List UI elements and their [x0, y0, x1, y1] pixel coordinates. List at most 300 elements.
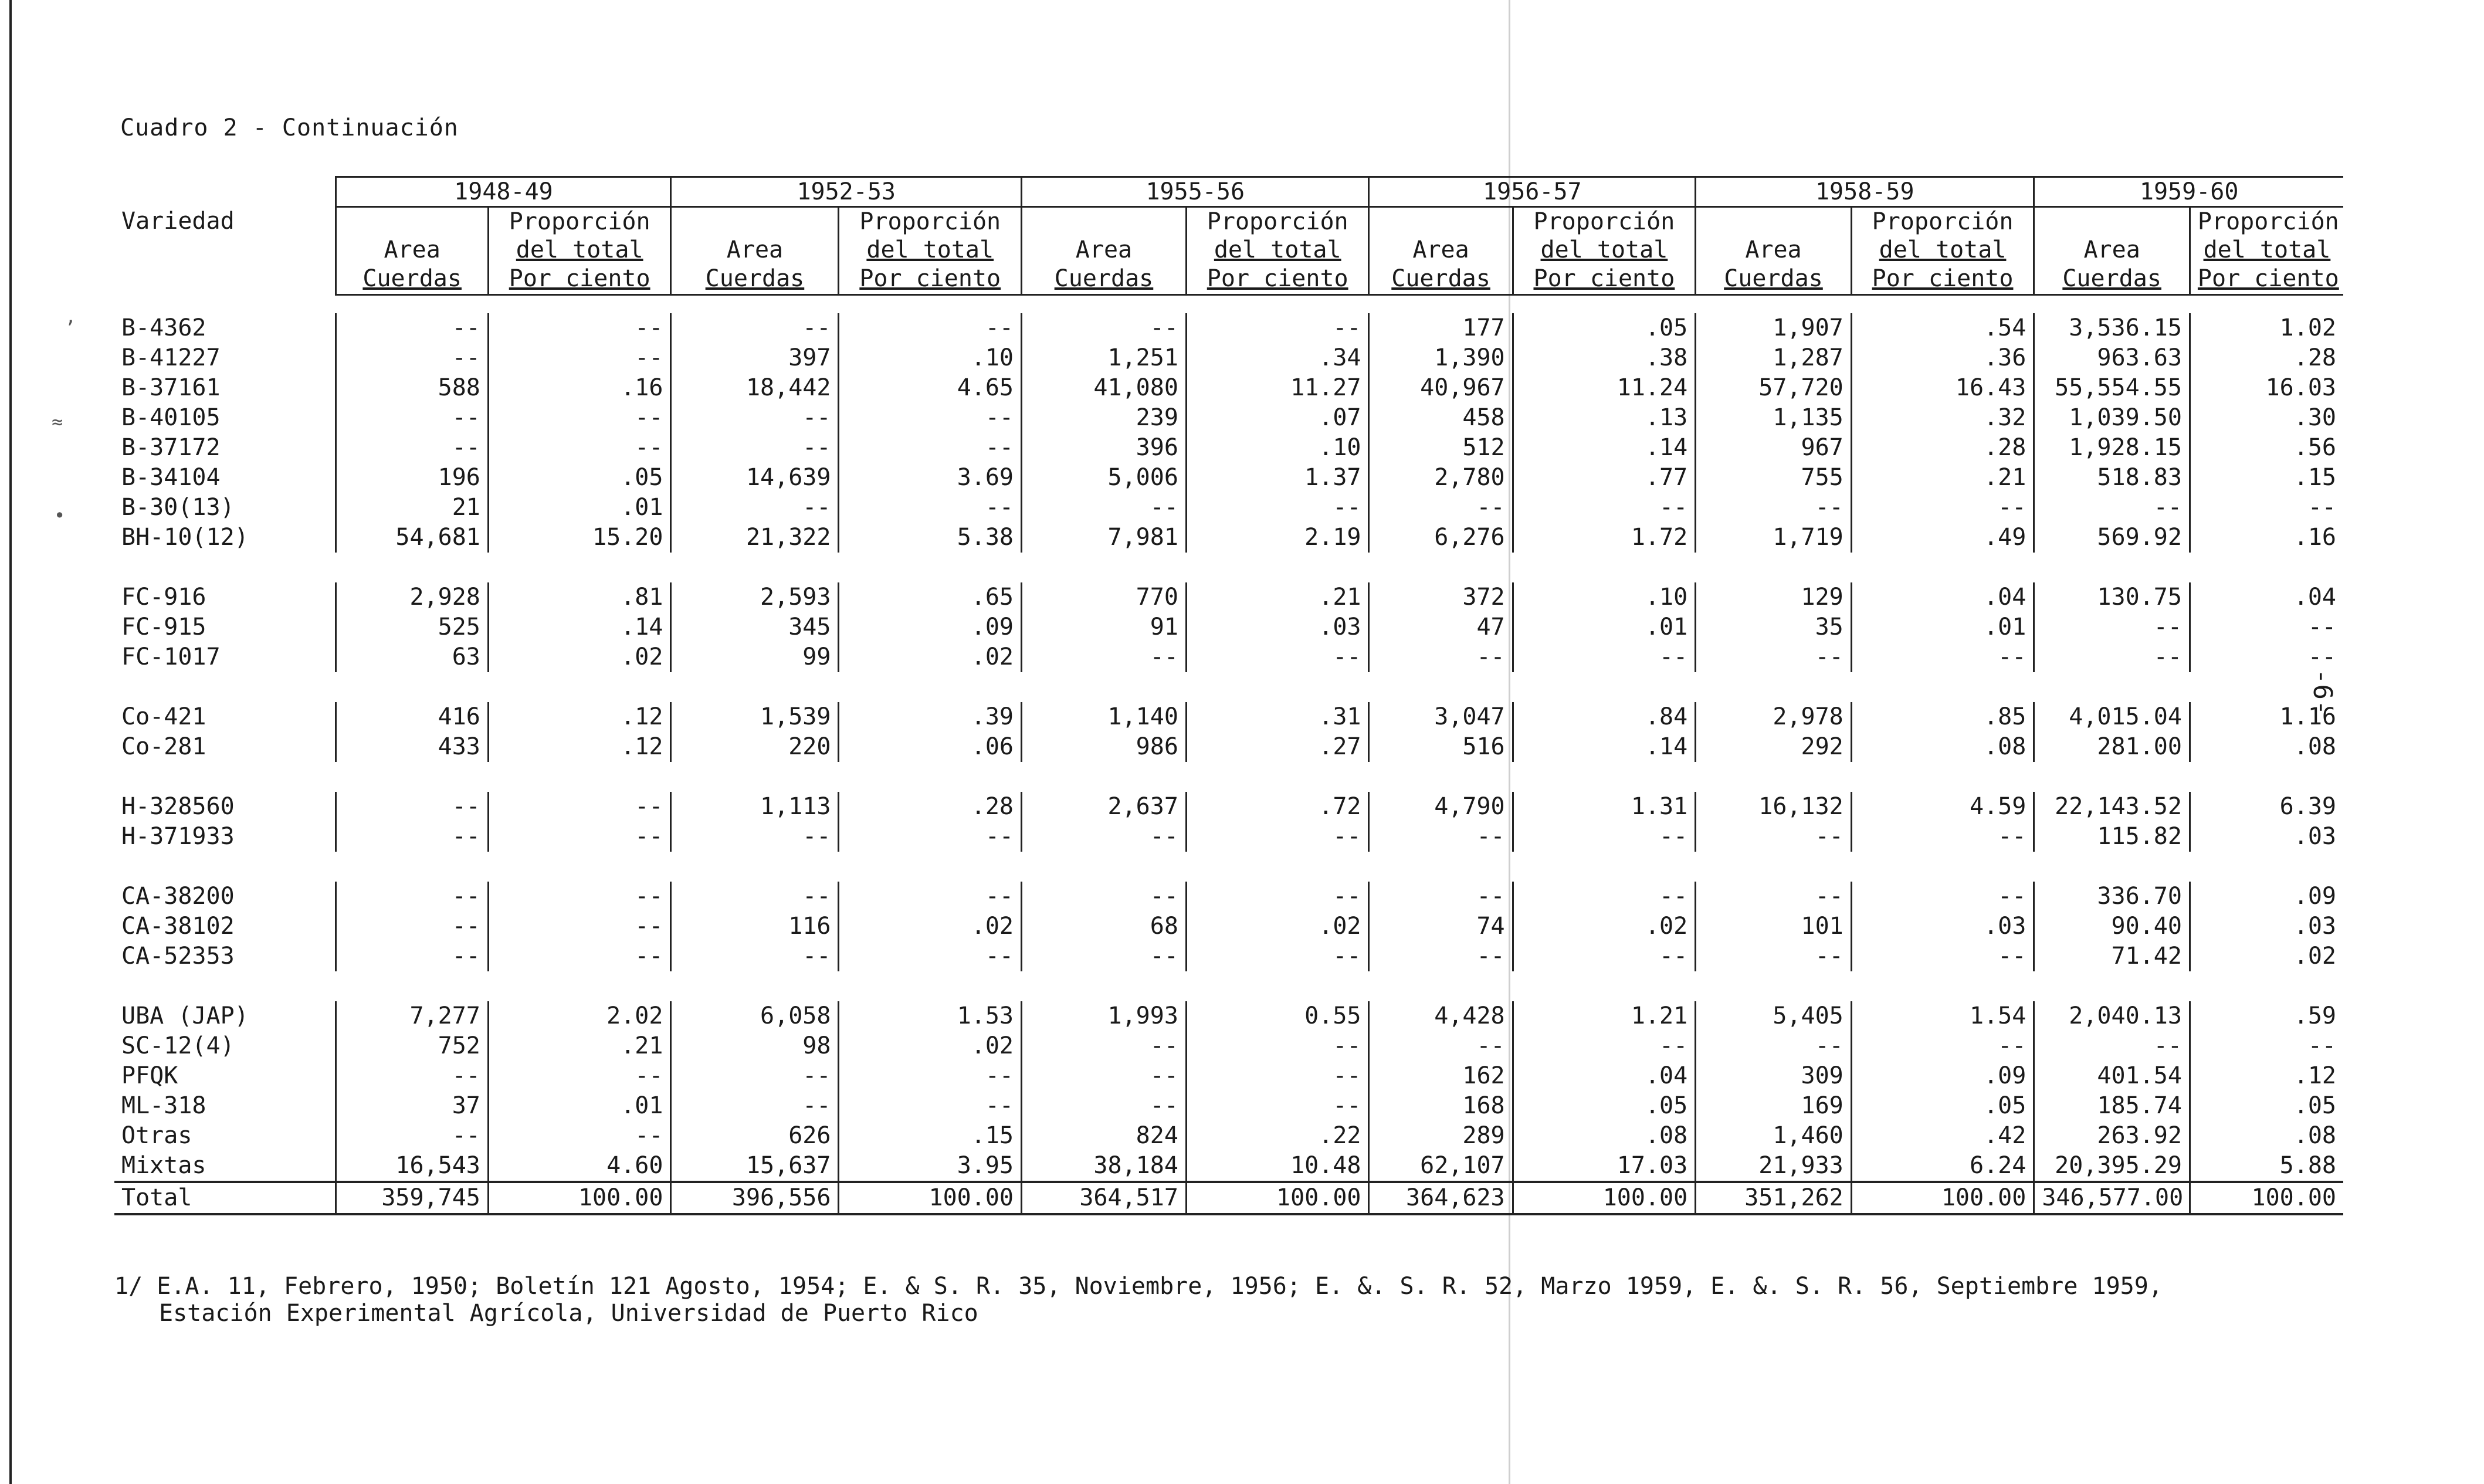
proportion-value: .03 — [1186, 612, 1369, 642]
proportion-subheader-2 — [1513, 236, 1696, 264]
table-row — [114, 463, 2343, 493]
area-value: -- — [1369, 941, 1513, 971]
proportion-value: .03 — [2190, 912, 2343, 941]
area-value: -- — [671, 493, 839, 523]
proportion-value: .65 — [839, 582, 1022, 612]
unit-por-ciento — [2190, 264, 2343, 295]
area-value: 755 — [1696, 463, 1852, 493]
proportion-value: .85 — [1851, 702, 2034, 732]
group-spacer — [114, 672, 2343, 702]
proportion-value: .22 — [1186, 1121, 1369, 1151]
table-row — [114, 642, 2343, 672]
year-header: 1956-57 — [1369, 177, 1696, 207]
proportion-value: .02 — [1513, 912, 1696, 941]
total-value: 100.00 — [488, 1182, 671, 1214]
proportion-subheader: Proporción — [2190, 207, 2343, 236]
year-header: 1952-53 — [671, 177, 1022, 207]
area-value: 185.74 — [2034, 1091, 2190, 1121]
proportion-value: .02 — [839, 642, 1022, 672]
unit-cuerdas — [1369, 264, 1513, 295]
area-value: 38,184 — [1022, 1151, 1187, 1182]
area-value: -- — [1022, 493, 1187, 523]
table-row — [114, 732, 2343, 762]
unit-header-row — [114, 264, 2343, 295]
area-value: 281.00 — [2034, 732, 2190, 762]
area-value: 5,006 — [1022, 463, 1187, 493]
table-row — [114, 582, 2343, 612]
proportion-value: .09 — [1851, 1061, 2034, 1091]
proportion-value: -- — [2190, 612, 2343, 642]
unit-label: Por ciento — [1533, 265, 1675, 292]
proportion-subheader: Proporción — [1851, 207, 2034, 236]
area-value: -- — [1696, 882, 1852, 912]
proportion-value: -- — [1186, 1091, 1369, 1121]
area-value: 18,442 — [671, 373, 839, 403]
proportion-value: .36 — [1851, 343, 2034, 373]
proportion-value: 11.24 — [1513, 373, 1696, 403]
proportion-value: .14 — [488, 612, 671, 642]
proportion-value: 4.59 — [1851, 792, 2034, 822]
area-value: -- — [336, 343, 488, 373]
variety-name: FC-915 — [121, 614, 206, 641]
proportion-value: .28 — [839, 792, 1022, 822]
proportion-value: .08 — [1851, 732, 2034, 762]
source-footnote — [114, 1273, 2163, 1327]
area-subheader: Area — [1369, 207, 1513, 265]
proportion-value: .12 — [488, 702, 671, 732]
proportion-value: -- — [839, 941, 1022, 971]
proportion-value: -- — [1186, 882, 1369, 912]
proportion-value: 11.27 — [1186, 373, 1369, 403]
area-value: 47 — [1369, 612, 1513, 642]
area-value: 129 — [1696, 582, 1852, 612]
variety-name: B-4362 — [121, 314, 206, 341]
proportion-value: .10 — [1513, 582, 1696, 612]
total-row — [114, 1182, 2343, 1214]
area-value: 292 — [1696, 732, 1852, 762]
proportion-value: .05 — [1851, 1091, 2034, 1121]
total-value: 359,745 — [336, 1182, 488, 1214]
area-value: 967 — [1696, 433, 1852, 463]
proportion-value: 16.03 — [2190, 373, 2343, 403]
year-header: 1948-49 — [336, 177, 671, 207]
proportion-value: .09 — [2190, 882, 2343, 912]
area-value: 1,113 — [671, 792, 839, 822]
area-value: 54,681 — [336, 523, 488, 553]
group-spacer — [114, 553, 2343, 582]
proportion-value: -- — [1513, 493, 1696, 523]
proportion-value: 5.88 — [2190, 1151, 2343, 1182]
proportion-value: -- — [839, 403, 1022, 433]
proportion-value: .16 — [2190, 523, 2343, 553]
proportion-value: .28 — [1851, 433, 2034, 463]
proportion-value: -- — [488, 343, 671, 373]
unit-por-ciento — [1186, 264, 1369, 295]
proportion-value: .04 — [2190, 582, 2343, 612]
area-value: 345 — [671, 612, 839, 642]
total-value: 364,623 — [1369, 1182, 1513, 1214]
total-value: 351,262 — [1696, 1182, 1852, 1214]
proportion-value: .16 — [488, 373, 671, 403]
proportion-value: -- — [488, 792, 671, 822]
area-value: -- — [671, 313, 839, 343]
variety-name: B-30(13) — [121, 494, 235, 521]
area-value: 3,047 — [1369, 702, 1513, 732]
group-spacer — [114, 971, 2343, 1001]
proportion-value: -- — [488, 822, 671, 852]
unit-label: Cuerdas — [1054, 265, 1154, 292]
table-row — [114, 1061, 2343, 1091]
table-row — [114, 1121, 2343, 1151]
area-value: 512 — [1369, 433, 1513, 463]
area-value: 770 — [1022, 582, 1187, 612]
proportion-value: .21 — [488, 1031, 671, 1061]
area-value: -- — [336, 941, 488, 971]
proportion-value: -- — [488, 313, 671, 343]
proportion-value: -- — [839, 822, 1022, 852]
proportion-value: -- — [1851, 941, 2034, 971]
proportion-value: -- — [1513, 642, 1696, 672]
proportion-value: -- — [1851, 882, 2034, 912]
proportion-value: .14 — [1513, 732, 1696, 762]
area-value: 21 — [336, 493, 488, 523]
proportion-value: .56 — [2190, 433, 2343, 463]
proportion-value: .21 — [1851, 463, 2034, 493]
proportion-value: 1.37 — [1186, 463, 1369, 493]
area-value: 397 — [671, 343, 839, 373]
proportion-value: -- — [1513, 941, 1696, 971]
group-spacer — [114, 852, 2343, 882]
area-value: 1,251 — [1022, 343, 1187, 373]
proportion-value: .02 — [1186, 912, 1369, 941]
area-value: 1,539 — [671, 702, 839, 732]
proportion-value: -- — [1186, 642, 1369, 672]
proportion-value: .81 — [488, 582, 671, 612]
variety-name: H-328560 — [121, 793, 235, 820]
area-value: 74 — [1369, 912, 1513, 941]
area-value: 177 — [1369, 313, 1513, 343]
area-value: 963.63 — [2034, 343, 2190, 373]
sugarcane-variety-table — [114, 176, 2343, 1215]
proportion-value: -- — [2190, 642, 2343, 672]
year-header: 1955-56 — [1022, 177, 1369, 207]
proportion-value: .05 — [1513, 1091, 1696, 1121]
unit-por-ciento — [1513, 264, 1696, 295]
variety-name: CA-38102 — [121, 913, 235, 940]
area-value: 372 — [1369, 582, 1513, 612]
total-value: 100.00 — [1513, 1182, 1696, 1214]
area-value: -- — [671, 1061, 839, 1091]
table-row — [114, 1001, 2343, 1031]
unit-cuerdas — [2034, 264, 2190, 295]
area-value: 40,967 — [1369, 373, 1513, 403]
proportion-value: -- — [1186, 1061, 1369, 1091]
variety-column-header: Variedad — [121, 207, 235, 235]
area-value: 37 — [336, 1091, 488, 1121]
proportion-subheader: Proporción — [1186, 207, 1369, 236]
area-value: 516 — [1369, 732, 1513, 762]
area-value: -- — [2034, 1031, 2190, 1061]
unit-spacer — [114, 264, 336, 295]
table-row — [114, 612, 2343, 642]
del-total-label: del total — [866, 236, 994, 263]
area-value: -- — [1696, 941, 1852, 971]
proportion-value: 0.55 — [1186, 1001, 1369, 1031]
area-subheader: Area — [2034, 207, 2190, 265]
variety-name: B-40105 — [121, 404, 221, 431]
area-value: 2,780 — [1369, 463, 1513, 493]
proportion-value: 17.03 — [1513, 1151, 1696, 1182]
area-value: -- — [2034, 642, 2190, 672]
proportion-value: -- — [1851, 1031, 2034, 1061]
proportion-value: .38 — [1513, 343, 1696, 373]
unit-por-ciento — [839, 264, 1022, 295]
area-value: 2,593 — [671, 582, 839, 612]
proportion-value: -- — [1186, 313, 1369, 343]
table-row — [114, 702, 2343, 732]
area-value: 90.40 — [2034, 912, 2190, 941]
proportion-value: -- — [488, 1061, 671, 1091]
proportion-value: .04 — [1513, 1061, 1696, 1091]
proportion-value: -- — [1186, 822, 1369, 852]
del-total-label: del total — [1214, 236, 1341, 263]
table-row — [114, 373, 2343, 403]
del-total-label: del total — [1879, 236, 2007, 263]
footnote-line-2: Estación Experimental Agrícola, Universidad de Puerto Rico — [159, 1300, 978, 1327]
total-value: 100.00 — [2190, 1182, 2343, 1214]
area-value: 16,543 — [336, 1151, 488, 1182]
proportion-value: .02 — [839, 912, 1022, 941]
area-value: -- — [1696, 822, 1852, 852]
area-value: 396 — [1022, 433, 1187, 463]
proportion-value: .06 — [839, 732, 1022, 762]
year-header: 1958-59 — [1696, 177, 2034, 207]
proportion-subheader: Proporción — [1513, 207, 1696, 236]
variety-name: B-34104 — [121, 464, 221, 491]
area-value: 99 — [671, 642, 839, 672]
total-value: 396,556 — [671, 1182, 839, 1214]
group-spacer — [114, 762, 2343, 792]
proportion-value: -- — [488, 403, 671, 433]
area-value: -- — [1369, 822, 1513, 852]
proportion-subheader: Proporción — [839, 207, 1022, 236]
table-row — [114, 912, 2343, 941]
area-value: 1,039.50 — [2034, 403, 2190, 433]
area-value: -- — [1022, 941, 1187, 971]
proportion-value: .02 — [488, 642, 671, 672]
table-row — [114, 403, 2343, 433]
proportion-value: 6.39 — [2190, 792, 2343, 822]
proportion-value: .01 — [488, 1091, 671, 1121]
area-value: 239 — [1022, 403, 1187, 433]
area-subheader: Area — [671, 207, 839, 265]
proportion-value: .30 — [2190, 403, 2343, 433]
scan-mark: • — [54, 504, 66, 527]
area-value: 4,790 — [1369, 792, 1513, 822]
variety-name: Otras — [121, 1122, 192, 1149]
area-value: 569.92 — [2034, 523, 2190, 553]
proportion-value: 1.54 — [1851, 1001, 2034, 1031]
unit-por-ciento — [488, 264, 671, 295]
area-value: 986 — [1022, 732, 1187, 762]
proportion-value: -- — [839, 433, 1022, 463]
proportion-value: .05 — [1513, 313, 1696, 343]
proportion-value: 6.24 — [1851, 1151, 2034, 1182]
proportion-subheader-2 — [488, 236, 671, 264]
variety-name: BH-10(12) — [121, 524, 249, 551]
area-value: 1,140 — [1022, 702, 1187, 732]
proportion-value: .05 — [488, 463, 671, 493]
variety-name: CA-52353 — [121, 943, 235, 970]
area-value: 518.83 — [2034, 463, 2190, 493]
proportion-value: 15.20 — [488, 523, 671, 553]
area-value: 162 — [1369, 1061, 1513, 1091]
variety-name: H-371933 — [121, 823, 235, 850]
area-value: 7,277 — [336, 1001, 488, 1031]
area-value: -- — [671, 941, 839, 971]
total-label: Total — [114, 1182, 336, 1214]
area-value: -- — [671, 882, 839, 912]
proportion-value: .03 — [1851, 912, 2034, 941]
proportion-subheader-2 — [839, 236, 1022, 264]
proportion-value: .08 — [2190, 1121, 2343, 1151]
area-value: -- — [1022, 1031, 1187, 1061]
variety-header-spacer — [114, 177, 336, 207]
table-row — [114, 1151, 2343, 1182]
proportion-value: .15 — [2190, 463, 2343, 493]
proportion-value: .01 — [1851, 612, 2034, 642]
unit-label: Cuerdas — [362, 265, 462, 292]
table-row — [114, 343, 2343, 373]
unit-cuerdas — [1696, 264, 1852, 295]
table-container — [114, 176, 2343, 1215]
proportion-value: .10 — [839, 343, 1022, 373]
area-value: -- — [671, 403, 839, 433]
area-value: 309 — [1696, 1061, 1852, 1091]
unit-label: Cuerdas — [705, 265, 805, 292]
area-value: 4,428 — [1369, 1001, 1513, 1031]
proportion-value: .01 — [488, 493, 671, 523]
total-value: 346,577.00 — [2034, 1182, 2190, 1214]
proportion-subheader-2 — [2190, 236, 2343, 264]
area-value: 401.54 — [2034, 1061, 2190, 1091]
area-value: 6,058 — [671, 1001, 839, 1031]
area-value: 1,907 — [1696, 313, 1852, 343]
variety-name: ML-318 — [121, 1092, 206, 1119]
area-subheader: Area — [1022, 207, 1187, 265]
area-value: 14,639 — [671, 463, 839, 493]
total-value: 100.00 — [1851, 1182, 2034, 1214]
area-value: 458 — [1369, 403, 1513, 433]
proportion-value: .05 — [2190, 1091, 2343, 1121]
area-value: 130.75 — [2034, 582, 2190, 612]
proportion-value: -- — [1851, 822, 2034, 852]
area-value: 62,107 — [1369, 1151, 1513, 1182]
page-left-border — [9, 0, 12, 1484]
variety-name: B-37172 — [121, 434, 221, 461]
proportion-value: 3.95 — [839, 1151, 1022, 1182]
proportion-value: .12 — [2190, 1061, 2343, 1091]
area-value: 752 — [336, 1031, 488, 1061]
area-value: -- — [1369, 642, 1513, 672]
unit-label: Por ciento — [509, 265, 650, 292]
proportion-subheader-2 — [1851, 236, 2034, 264]
area-value: 115.82 — [2034, 822, 2190, 852]
area-value: 416 — [336, 702, 488, 732]
proportion-value: .01 — [1513, 612, 1696, 642]
area-value: 41,080 — [1022, 373, 1187, 403]
area-value: 336.70 — [2034, 882, 2190, 912]
proportion-value: .07 — [1186, 403, 1369, 433]
area-value: 588 — [336, 373, 488, 403]
area-value: -- — [336, 433, 488, 463]
proportion-value: .14 — [1513, 433, 1696, 463]
page-title: Cuadro 2 - Continuación — [120, 114, 459, 141]
proportion-value: -- — [488, 433, 671, 463]
area-value: -- — [1369, 493, 1513, 523]
row-spacer — [114, 295, 2343, 314]
unit-label: Por ciento — [2197, 265, 2339, 292]
proportion-value: .54 — [1851, 313, 2034, 343]
area-value: 289 — [1369, 1121, 1513, 1151]
proportion-value: -- — [2190, 493, 2343, 523]
table-row — [114, 493, 2343, 523]
proportion-value: .04 — [1851, 582, 2034, 612]
area-value: 21,322 — [671, 523, 839, 553]
table-row — [114, 1031, 2343, 1061]
proportion-value: -- — [839, 1091, 1022, 1121]
proportion-value: 4.65 — [839, 373, 1022, 403]
area-value: 1,993 — [1022, 1001, 1187, 1031]
proportion-value: -- — [1513, 822, 1696, 852]
area-value: 626 — [671, 1121, 839, 1151]
unit-cuerdas — [671, 264, 839, 295]
proportion-value: .39 — [839, 702, 1022, 732]
proportion-value: -- — [1186, 493, 1369, 523]
proportion-value: .49 — [1851, 523, 2034, 553]
unit-por-ciento — [1851, 264, 2034, 295]
area-value: 168 — [1369, 1091, 1513, 1121]
area-value: 91 — [1022, 612, 1187, 642]
proportion-value: -- — [1186, 941, 1369, 971]
del-total-label: del total — [2203, 236, 2331, 263]
proportion-value: .84 — [1513, 702, 1696, 732]
unit-label: Cuerdas — [2062, 265, 2161, 292]
table-row — [114, 433, 2343, 463]
variety-name: FC-916 — [121, 584, 206, 611]
proportion-value: .32 — [1851, 403, 2034, 433]
proportion-value: .31 — [1186, 702, 1369, 732]
area-value: 7,981 — [1022, 523, 1187, 553]
area-value: -- — [1022, 822, 1187, 852]
total-value: 364,517 — [1022, 1182, 1187, 1214]
proportion-value: .08 — [1513, 1121, 1696, 1151]
proportion-value: .02 — [2190, 941, 2343, 971]
proportion-value: -- — [488, 941, 671, 971]
proportion-value: -- — [1851, 642, 2034, 672]
variety-name: PFQK — [121, 1062, 178, 1089]
proportion-value: .15 — [839, 1121, 1022, 1151]
area-value: 1,719 — [1696, 523, 1852, 553]
area-subheader: Area — [1696, 207, 1852, 265]
unit-label: Por ciento — [1207, 265, 1348, 292]
area-value: 433 — [336, 732, 488, 762]
variety-name: Co-281 — [121, 733, 206, 760]
variety-name: Mixtas — [121, 1152, 206, 1179]
area-value: 5,405 — [1696, 1001, 1852, 1031]
unit-cuerdas — [336, 264, 488, 295]
variety-name: CA-38200 — [121, 883, 235, 910]
